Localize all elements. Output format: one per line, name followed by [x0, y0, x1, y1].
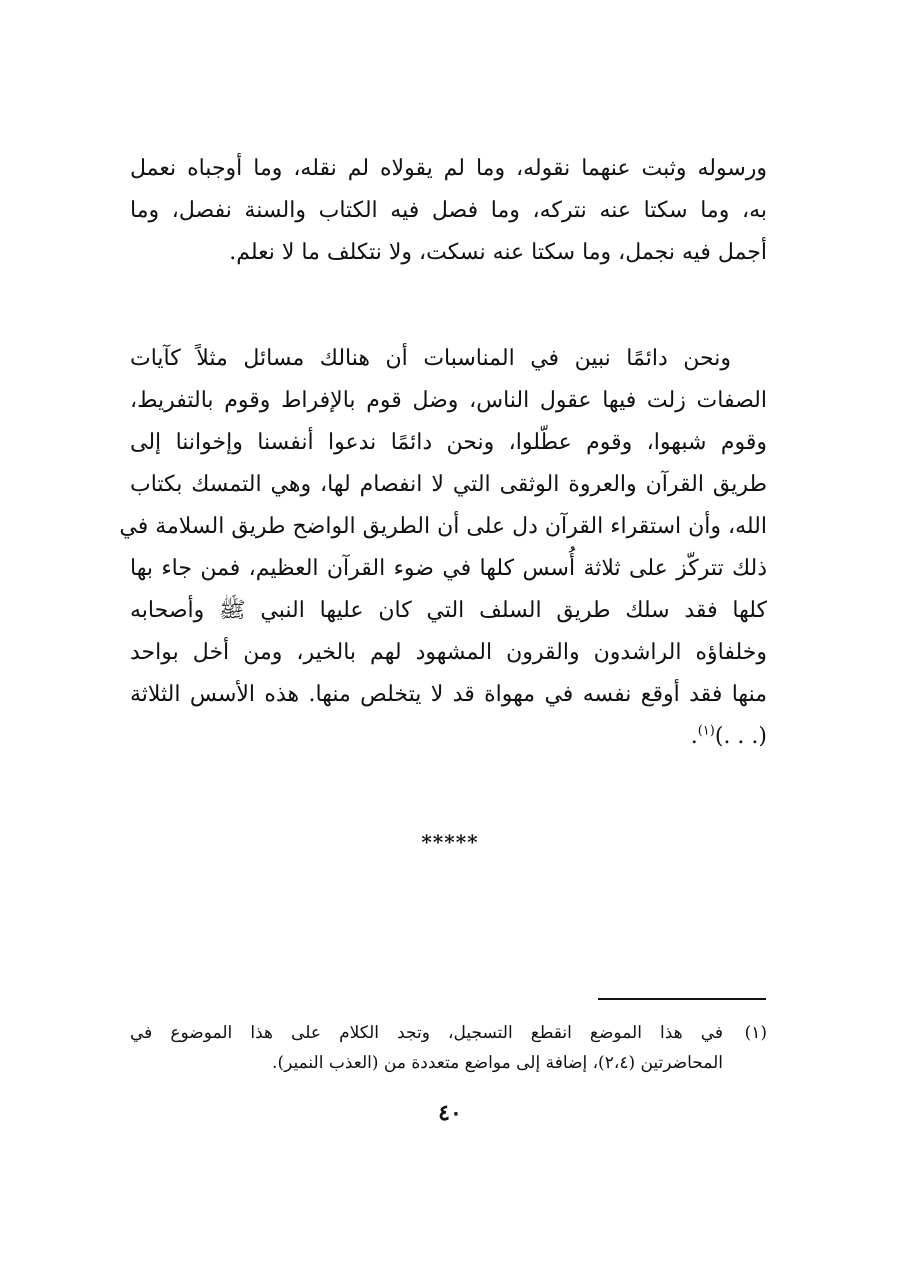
footnote-body [130, 1018, 723, 1078]
footnote-reference[interactable]: (١) [697, 723, 715, 739]
footnote-number: (١) [744, 1023, 767, 1043]
ellipsis-text: (. . .) [714, 724, 767, 749]
text-line: الصفات زلت فيها عقول الناس، وضل قوم بالإفراط وقوم بالتفريط، [130, 388, 767, 413]
paragraph-1 [130, 148, 767, 274]
footnote-line: المحاضرتين (٢،٤)، إضافة إلى مواضع متعددة من (العذب النمير). [272, 1053, 723, 1073]
section-separator: ***** [421, 830, 479, 854]
footnote [130, 1018, 767, 1078]
text-line: طريق القرآن والعروة الوثقى التي لا انفصام لها، وهي التمسك بكتاب [130, 472, 767, 497]
text-line: به، وما سكتا عنه نتركه، وما فصل فيه الكتاب والسنة نفصل، وما [130, 198, 767, 223]
footnote-line: في هذا الموضع انقطع التسجيل، وتجد الكلام على هذا الموضوع في [130, 1023, 723, 1043]
page-number: ٤٠ [438, 1100, 462, 1126]
text-line-final [130, 716, 767, 758]
paragraph-2 [119, 338, 767, 758]
text-line: ذلك تتركّز على ثلاثة أُسس كلها في ضوء القرآن العظيم، فمن جاء بها [130, 556, 767, 581]
text-line: ورسوله وثبت عنهما نقوله، وما لم يقولاه لم نقله، وما أوجباه نعمل [130, 156, 767, 181]
text-line: أجمل فيه نجمل، وما سكتا عنه نسكت، ولا نتكلف ما لا نعلم. [229, 240, 767, 265]
text-line: وخلفاؤه الراشدون والقرون المشهود لهم بالخير، ومن أخل بواحد [130, 640, 767, 665]
footnote-divider [598, 998, 766, 1000]
text-line: كلها فقد سلك طريق السلف التي كان عليها النبي ﷺ وأصحابه [130, 598, 767, 623]
sentence-end: . [690, 724, 698, 749]
text-line: الله، وأن استقراء القرآن دل على أن الطريق الواضح طريق السلامة في [119, 514, 767, 539]
text-line: منها فقد أوقع نفسه في مهواة قد لا يتخلص منها. هذه الأسس الثلاثة [130, 682, 767, 707]
text-line: وقوم شبهوا، وقوم عطّلوا، ونحن دائمًا ندعوا أنفسنا وإخواننا إلى [130, 430, 767, 455]
text-line: ونحن دائمًا نبين في المناسبات أن هنالك مسائل مثلاً كآيات [130, 346, 731, 371]
